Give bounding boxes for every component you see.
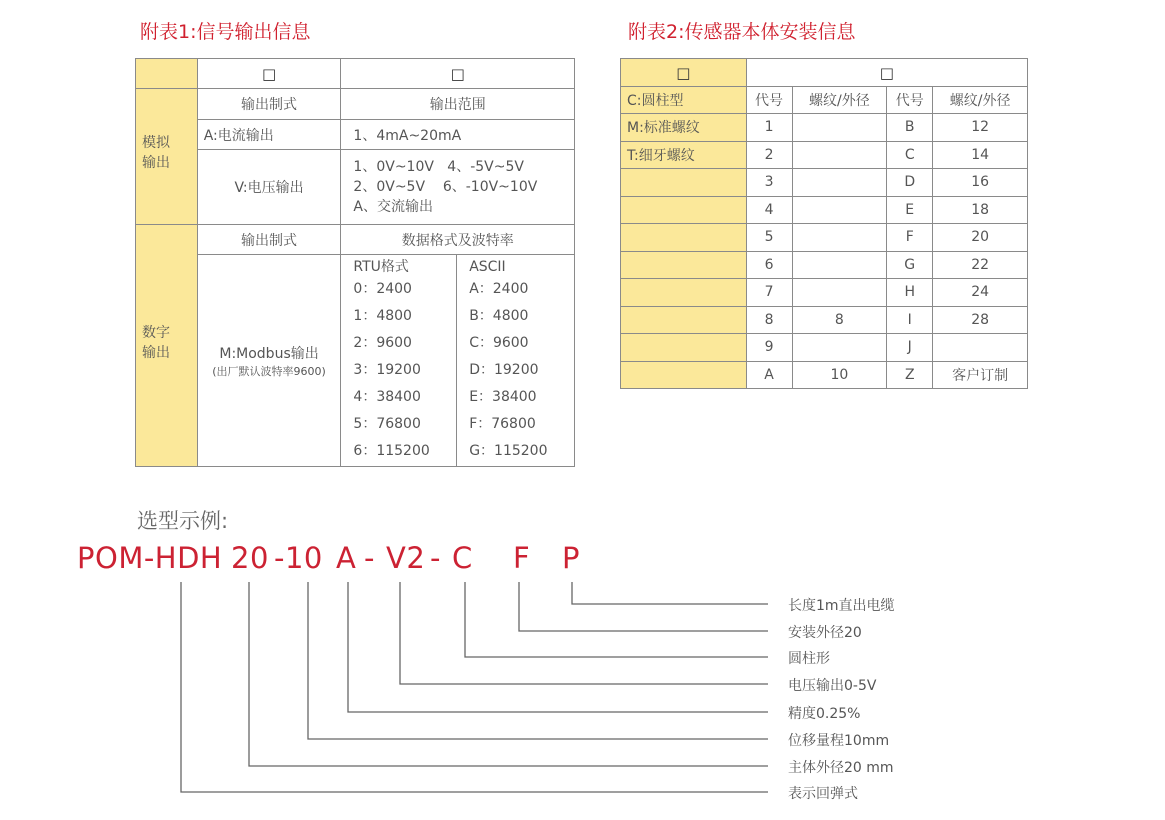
voltage-range-line1: 1、0V~10V 4、-5V~5V	[353, 159, 524, 175]
cell-code2: E	[887, 196, 933, 224]
code-part-dash-2: -	[430, 541, 441, 575]
cell-code2: D	[887, 169, 933, 197]
baud-rate-value: 5：76800	[353, 416, 421, 432]
cell-code1: 8	[746, 306, 792, 334]
desc-accuracy: 精度0.25%	[788, 706, 861, 722]
table2-header-box-1: □	[621, 59, 747, 87]
digital-col1-header: 输出制式	[197, 225, 341, 255]
desc-type: 表示回弹式	[788, 786, 858, 802]
cell-val2: 18	[933, 196, 1028, 224]
voltage-range-line2: 2、0V~5V 6、-10V~10V	[353, 179, 538, 195]
voltage-output-label: V:电压输出	[197, 150, 341, 225]
cell-code2: J	[887, 334, 933, 362]
cell-code1: 3	[746, 169, 792, 197]
desc-range: 位移量程10mm	[788, 733, 890, 749]
desc-output: 电压输出0-5V	[788, 678, 877, 694]
baud-rate-value: A：2400	[469, 281, 529, 297]
digital-label-line2: 输出	[142, 344, 170, 361]
type-fine-thread: T:细牙螺纹	[621, 141, 747, 169]
cell-code2: I	[887, 306, 933, 334]
table2-header-box-2: □	[746, 59, 1027, 87]
code-part-install: F	[513, 541, 531, 575]
current-output-label: A:电流输出	[197, 120, 341, 150]
ascii-header: ASCII	[469, 259, 506, 275]
connector-model	[181, 582, 768, 792]
digital-label-line1: 数字	[142, 324, 170, 341]
code-part-shape: C	[452, 541, 473, 575]
desc-shape: 圆柱形	[788, 651, 830, 667]
analog-label-line1: 模拟	[142, 134, 170, 151]
code-part-accuracy: A	[336, 541, 357, 575]
cell-code1: 9	[746, 334, 792, 362]
type-standard-thread: M:标准螺纹	[621, 114, 747, 142]
cell-code2: G	[887, 251, 933, 279]
col-header-thread-1: 螺纹/外径	[792, 87, 887, 114]
connector-cable	[572, 582, 768, 604]
baud-rate-value: F：76800	[469, 416, 536, 432]
analog-col1-header: 输出制式	[197, 89, 341, 120]
connector-install	[519, 582, 768, 631]
baud-rate-value: 6：115200	[353, 443, 430, 459]
connector-accuracy	[348, 582, 768, 712]
cell-code2: H	[887, 279, 933, 307]
connector-range	[308, 582, 768, 739]
code-part-diameter: 20	[231, 541, 269, 575]
rtu-header: RTU格式	[353, 259, 409, 275]
cell-code1: 5	[746, 224, 792, 252]
baud-rate-value: E：38400	[469, 389, 537, 405]
cell-val2: 28	[933, 306, 1028, 334]
header-box-1: □	[197, 59, 341, 89]
cell-code2: Z	[887, 361, 933, 389]
cell-code1: 1	[746, 114, 792, 142]
cell-code2: F	[887, 224, 933, 252]
cell-code1: 7	[746, 279, 792, 307]
baud-rate-value: B：4800	[469, 308, 529, 324]
col-header-code-1: 代号	[746, 87, 792, 114]
analog-col2-header: 输出范围	[341, 89, 575, 120]
cell-code1: 4	[746, 196, 792, 224]
baud-rate-value: 0：2400	[353, 281, 412, 297]
baud-rate-value: C：9600	[469, 335, 529, 351]
desc-install-diameter: 安装外径20	[788, 625, 862, 641]
col-header-thread-2: 螺纹/外径	[933, 87, 1028, 114]
code-part-dash-1: -	[364, 541, 375, 575]
cell-code1: 6	[746, 251, 792, 279]
cell-val2: 14	[933, 141, 1028, 169]
cell-val1: 10	[792, 361, 887, 389]
type-cylinder: C:圆柱型	[621, 87, 747, 114]
cell-code2: C	[887, 141, 933, 169]
connector-shape	[465, 582, 768, 657]
baud-rate-value: 2：9600	[353, 335, 412, 351]
analog-label-line2: 输出	[142, 154, 170, 171]
cell-val2: 12	[933, 114, 1028, 142]
code-part-output: V2	[386, 541, 426, 575]
baud-rate-value: 3：19200	[353, 362, 421, 378]
table2-title: 附表2:传感器本体安装信息	[628, 21, 856, 43]
connector-output	[400, 582, 768, 684]
voltage-range-line3: A、交流输出	[353, 199, 433, 215]
header-box-2: □	[341, 59, 575, 89]
cell-code1: 2	[746, 141, 792, 169]
code-part-range: -10	[274, 541, 323, 575]
desc-body-diameter: 主体外径20 mm	[788, 760, 894, 776]
baud-rate-value: 1：4800	[353, 308, 412, 324]
modbus-note: (出厂默认波特率9600)	[212, 364, 326, 378]
cell-val2: 20	[933, 224, 1028, 252]
desc-cable: 长度1m直出电缆	[788, 598, 895, 614]
cell-val2: 22	[933, 251, 1028, 279]
cell-val1: 8	[792, 306, 887, 334]
baud-rate-value: G：115200	[469, 443, 548, 459]
code-part-model: POM-HDH	[77, 541, 223, 575]
cell-code1: A	[746, 361, 792, 389]
cell-val2: 客户订制	[933, 361, 1028, 389]
cell-val2: 24	[933, 279, 1028, 307]
baud-rate-value: 4：38400	[353, 389, 421, 405]
current-output-range: 1、4mA~20mA	[341, 120, 575, 150]
baud-rate-value: D：19200	[469, 362, 539, 378]
example-title: 选型示例:	[137, 509, 229, 533]
cell-code2: B	[887, 114, 933, 142]
modbus-label: M:Modbus输出	[219, 345, 319, 362]
table1-title: 附表1:信号输出信息	[140, 21, 311, 43]
col-header-code-2: 代号	[887, 87, 933, 114]
digital-col2-header: 数据格式及波特率	[341, 225, 575, 255]
code-part-cable: P	[562, 541, 580, 575]
cell-val2: 16	[933, 169, 1028, 197]
